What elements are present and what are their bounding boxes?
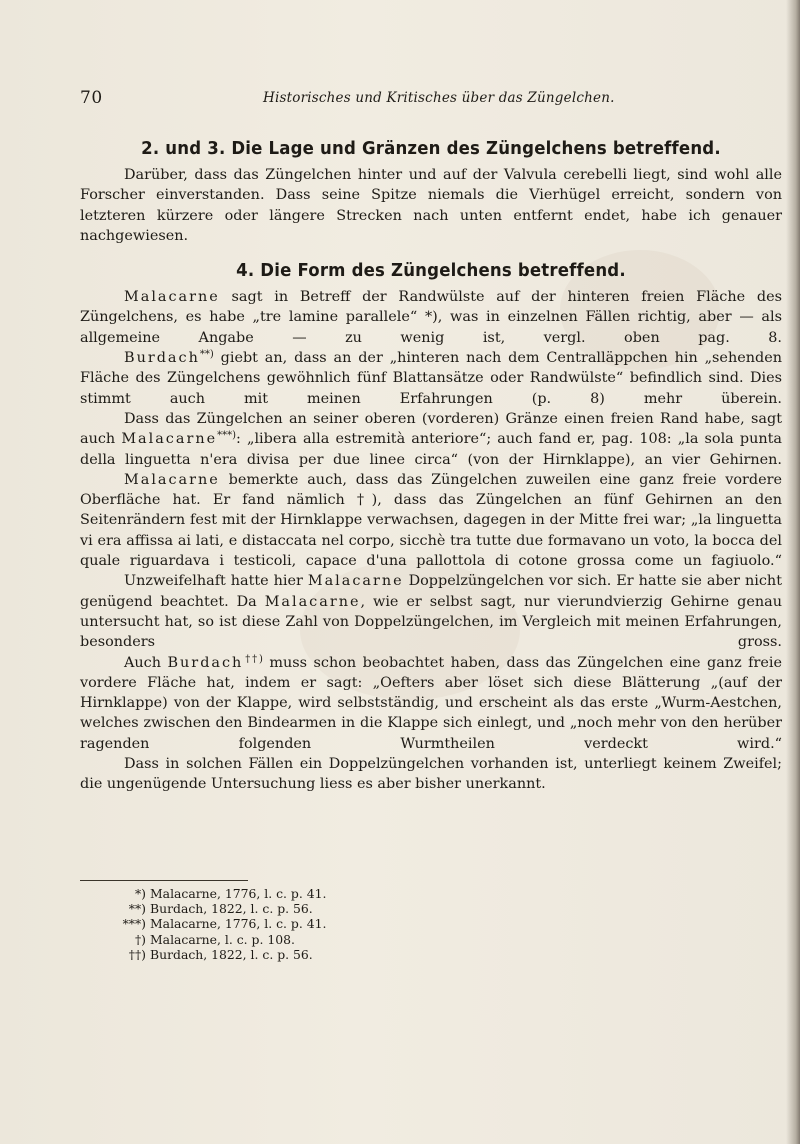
paragraph-text: Auch	[124, 654, 161, 671]
paragraph	[80, 287, 782, 348]
author-name: Burdach	[167, 654, 244, 671]
footnote-mark: **)	[128, 901, 146, 917]
footnote-separator	[80, 880, 248, 881]
author-name: Malacarne	[121, 431, 218, 448]
footnote-text: Malacarne, 1776, l. c. p. 41.	[150, 886, 327, 901]
section-heading-2-3: 2. und 3. Die Lage und Gränzen des Züngelchens betreffend.	[141, 138, 721, 159]
author-name: Malacarne	[307, 573, 404, 590]
footnote	[80, 886, 480, 901]
paragraph-text: muss schon beobachtet haben, dass das Züngelchen eine ganz freie vordere Fläche hat, indem er sagt: „Oefters aber löset sich diese Blätterung „(auf der Hirnklappe) von der Klappe, wird selbstständig, und erscheint als das erste „Wurm-Aestchen, welches zwischen den Bindearmen in die Klappe sich einlegt, und „noch mehr von den herüber ragenden folgenden Wurmtheilen verdeckt wird.“	[80, 654, 782, 752]
page-edge-shadow	[786, 0, 800, 1144]
paragraph-text: giebt an, dass an der „hinteren nach dem Centralläppchen hin „sehenden Fläche des Züngelchens gewöhnlich fünf Blattansätze oder Randwülste“ befindlich sind. Dies stimmt auch mit meinen Erfahrungen (p. 8) mehr überein.	[80, 350, 782, 407]
paragraph-text: Doppelzüngelchen vor sich. Er hatte sie aber nicht genügend beachtet. Da	[80, 573, 782, 610]
paragraph-text: : „libera alla estremità anteriore“; auch fand er, pag. 108: „la sola punta della linguetta n'era divisa per due linee circa“ (von der Hirnklappe), an vier Gehirnen.	[80, 431, 782, 468]
paragraph-text: Dass das Züngelchen an seiner oberen (vorderen) Gränze einen freien Rand habe, sagt auch	[80, 410, 782, 448]
footnote	[80, 947, 480, 962]
footnote-text: Malacarne, l. c. p. 108.	[150, 931, 295, 947]
footnote-mark: ††)	[128, 946, 146, 962]
paragraph	[80, 409, 782, 470]
footnote-marker: ***)	[217, 430, 237, 442]
footnote	[80, 901, 480, 916]
paragraph	[80, 470, 782, 571]
page-number: 70	[80, 88, 103, 108]
main-text	[80, 138, 782, 795]
paragraph-text: bemerkte auch, dass das Züngelchen zuweilen eine ganz freie vordere Oberfläche hat. Er fand nämlich †), dass das Züngelchen an fünf Gehirnen an den Seitenrändern fest mit der Hirnklappe verwachsen, dagegen in der Mitte frei war; „la linguetta vi era affissa ai lati, e distaccata nel corpo, sicchè tra tutte due formavano un voto, la bocca del quale riguardava i testicoli, capace d'una pallottola di cotone grossa come un fagiuolo.“	[80, 471, 783, 570]
paragraph-text: Unzweifelhaft hatte hier	[124, 573, 303, 590]
page-header	[80, 88, 780, 110]
footnote-mark: *)	[134, 886, 146, 901]
author-name: Burdach	[124, 350, 200, 367]
footnote-mark: †)	[134, 931, 146, 947]
paragraph: Dass in solchen Fällen ein Doppelzüngelchen vorhanden ist, unterliegt keinem Zweifel; die ungenügende Untersuchung liess es aber bisher unerkannt.	[80, 756, 782, 793]
paragraph-text: sagt in Betreff der Randwülste auf der hinteren freien Fläche des Züngelchens, es habe „tre lamine parallele“ *), was in einzelnen Fällen richtig, aber — als allgemeine Angabe — zu wenig ist, vergl. oben pag. 8.	[80, 289, 782, 346]
footnote-text: Burdach, 1822, l. c. p. 56.	[150, 901, 313, 917]
paragraph	[80, 348, 782, 409]
footnote-marker: ††)	[243, 653, 263, 665]
footnote-marker: **)	[199, 349, 214, 361]
footnote	[80, 932, 480, 947]
footnotes	[80, 886, 480, 962]
section-heading-4: 4. Die Form des Züngelchens betreffend.	[236, 260, 626, 282]
paragraph	[80, 571, 782, 652]
paragraph-text: , wie er selbst sagt, nur vierundvierzig Gehirne genau untersucht hat, so ist diese Zahl von Doppelzüngelchen, im Vergleich mit meinen Erfahrungen, besonders gross.	[80, 593, 782, 651]
paragraph: Darüber, dass das Züngelchen hinter und auf der Valvula cerebelli liegt, sind wohl alle Forscher einverstanden. Dass seine Spitze niemals die Vierhügel erreicht, sondern von letzteren kürzere oder längere Strecken nach unten entfernt endet, habe ich genauer nachgewiesen.	[80, 167, 782, 244]
author-name: Malacarne	[264, 593, 361, 610]
running-head: Historisches und Kritisches über das Züngelchen.	[263, 90, 615, 106]
footnote-text: Malacarne, 1776, l. c. p. 41.	[150, 916, 327, 932]
author-name: Malacarne	[124, 289, 220, 306]
author-name: Malacarne	[124, 471, 220, 488]
footnote-mark: ***)	[122, 916, 146, 932]
footnote-text: Burdach, 1822, l. c. p. 56.	[150, 946, 313, 962]
footnote	[80, 916, 480, 931]
paragraph	[80, 653, 782, 754]
